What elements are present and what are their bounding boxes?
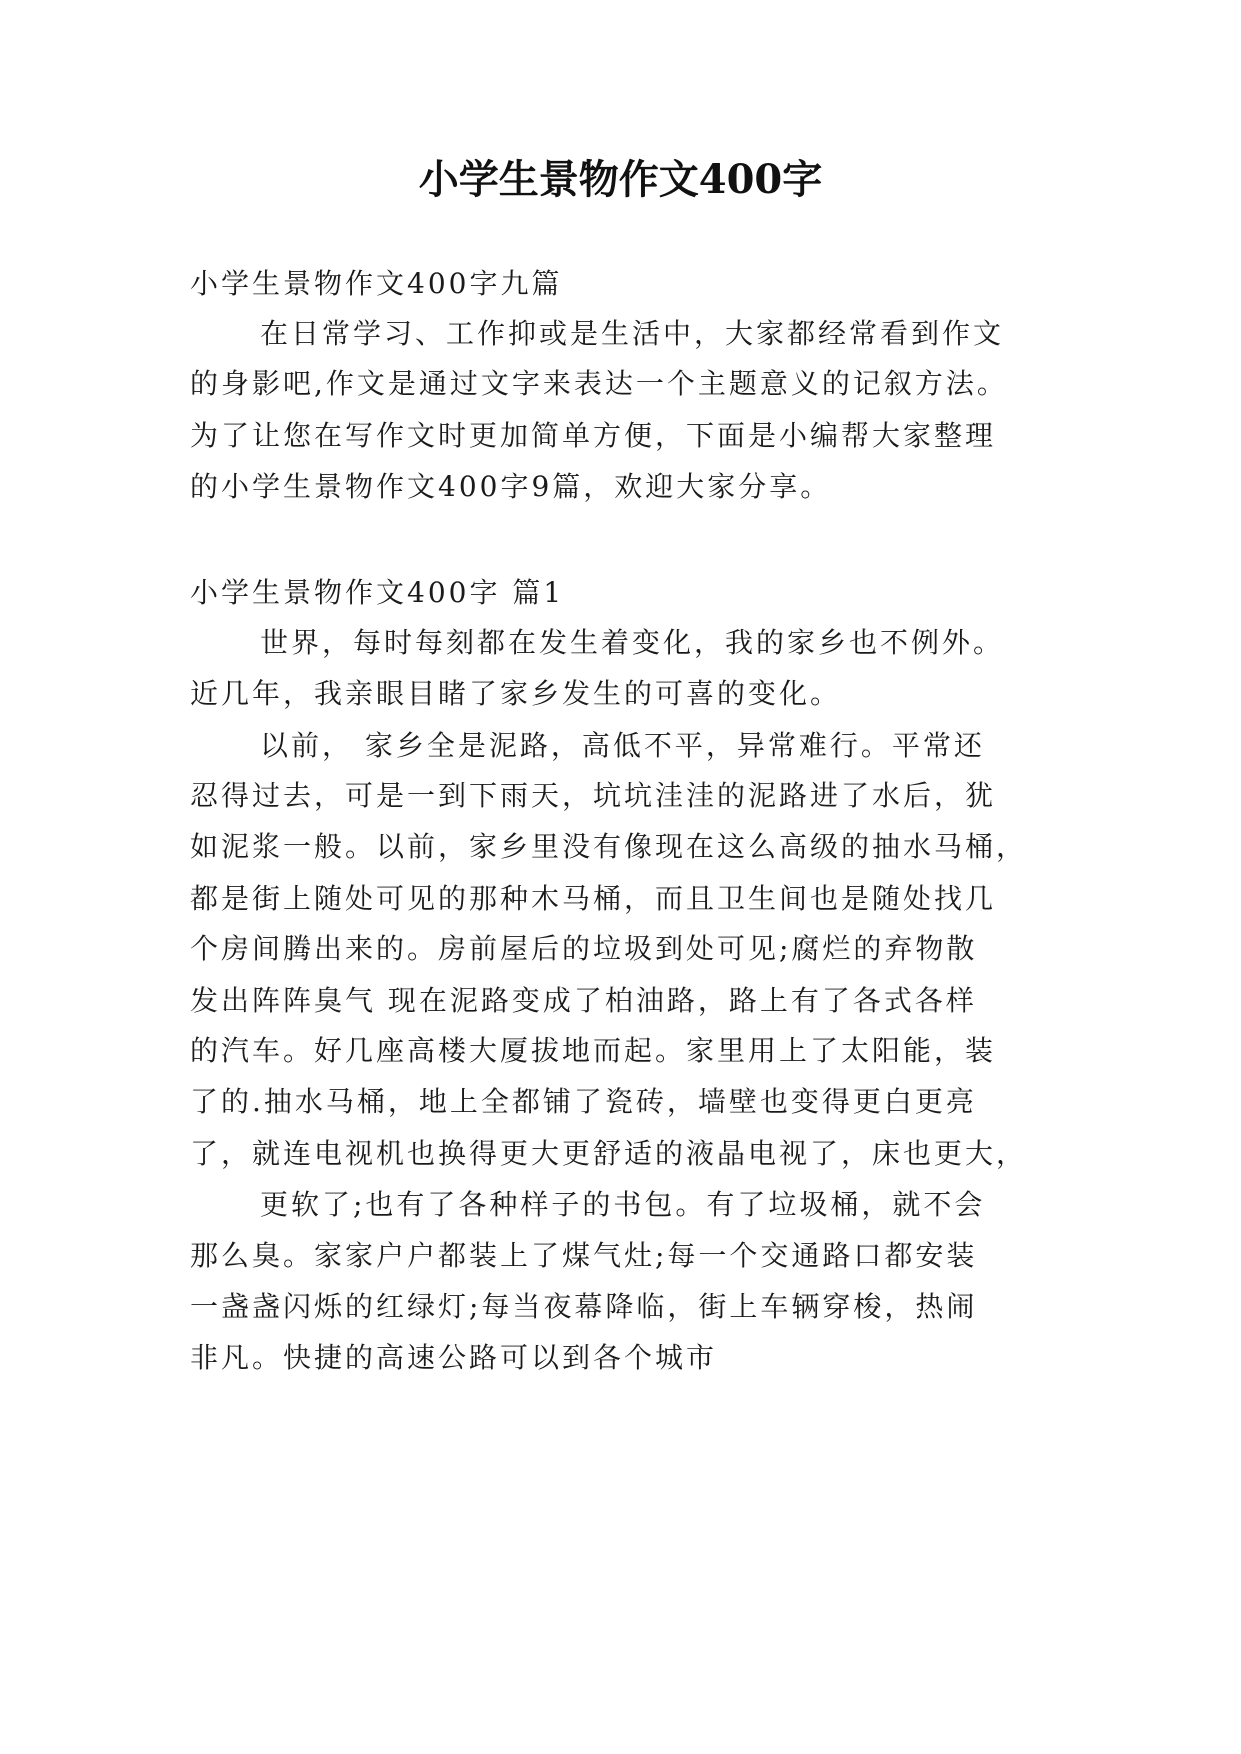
paragraph-line: 非凡。快捷的高速公路可以到各个城市 [190, 1341, 718, 1374]
document-subtitle: 小学生景物作文400字九篇 [190, 267, 563, 300]
intro-line: 在日常学习、工作抑或是生活中，大家都经常看到作文 [260, 317, 1005, 350]
intro-line: 的小学生景物作文400字9篇，欢迎大家分享。 [190, 470, 832, 503]
section-heading: 小学生景物作文400字 篇1 [190, 576, 565, 609]
paragraph-line: 都是街上随处可见的那种木马桶，而且卫生间也是随处找几 [190, 882, 997, 915]
paragraph-line: 以前， 家乡全是泥路，高低不平，异常难行。平常还 [260, 729, 985, 762]
paragraph-line: 个房间腾出来的。房前屋后的垃圾到处可见;腐烂的弃物散 [190, 932, 978, 965]
intro-line: 为了让您在写作文时更加简单方便，下面是小编帮大家整理 [190, 419, 997, 452]
paragraph-line: 了的.抽水马桶，地上全都铺了瓷砖，墙壁也变得更白更亮 [190, 1085, 977, 1118]
document-title: 小学生景物作文400字 [418, 156, 823, 203]
paragraph-line: 发出阵阵臭气 现在泥路变成了柏油路，路上有了各式各样 [190, 984, 977, 1017]
paragraph-line: 近几年，我亲眼目睹了家乡发生的可喜的变化。 [190, 677, 842, 710]
paragraph-line: 世界，每时每刻都在发生着变化，我的家乡也不例外。 [260, 626, 1005, 659]
paragraph-line: 的汽车。好几座高楼大厦拔地而起。家里用上了太阳能，装 [190, 1034, 997, 1067]
paragraph-line: 更软了;也有了各种样子的书包。有了垃圾桶，就不会 [260, 1188, 986, 1221]
paragraph-line: 忍得过去，可是一到下雨天，坑坑洼洼的泥路进了水后，犹 [190, 779, 997, 812]
intro-line: 的身影吧,作文是通过文字来表达一个主题意义的记叙方法。 [190, 367, 1008, 400]
paragraph-line: 那么臭。家家户户都装上了煤气灶;每一个交通路口都安装 [190, 1239, 978, 1272]
paragraph-line: 了，就连电视机也换得更大更舒适的液晶电视了，床也更大， [190, 1137, 1028, 1170]
paragraph-line: 一盏盏闪烁的红绿灯;每当夜幕降临，街上车辆穿梭，热闹 [190, 1290, 978, 1323]
paragraph-line: 如泥浆一般。以前，家乡里没有像现在这么高级的抽水马桶， [190, 830, 1028, 863]
